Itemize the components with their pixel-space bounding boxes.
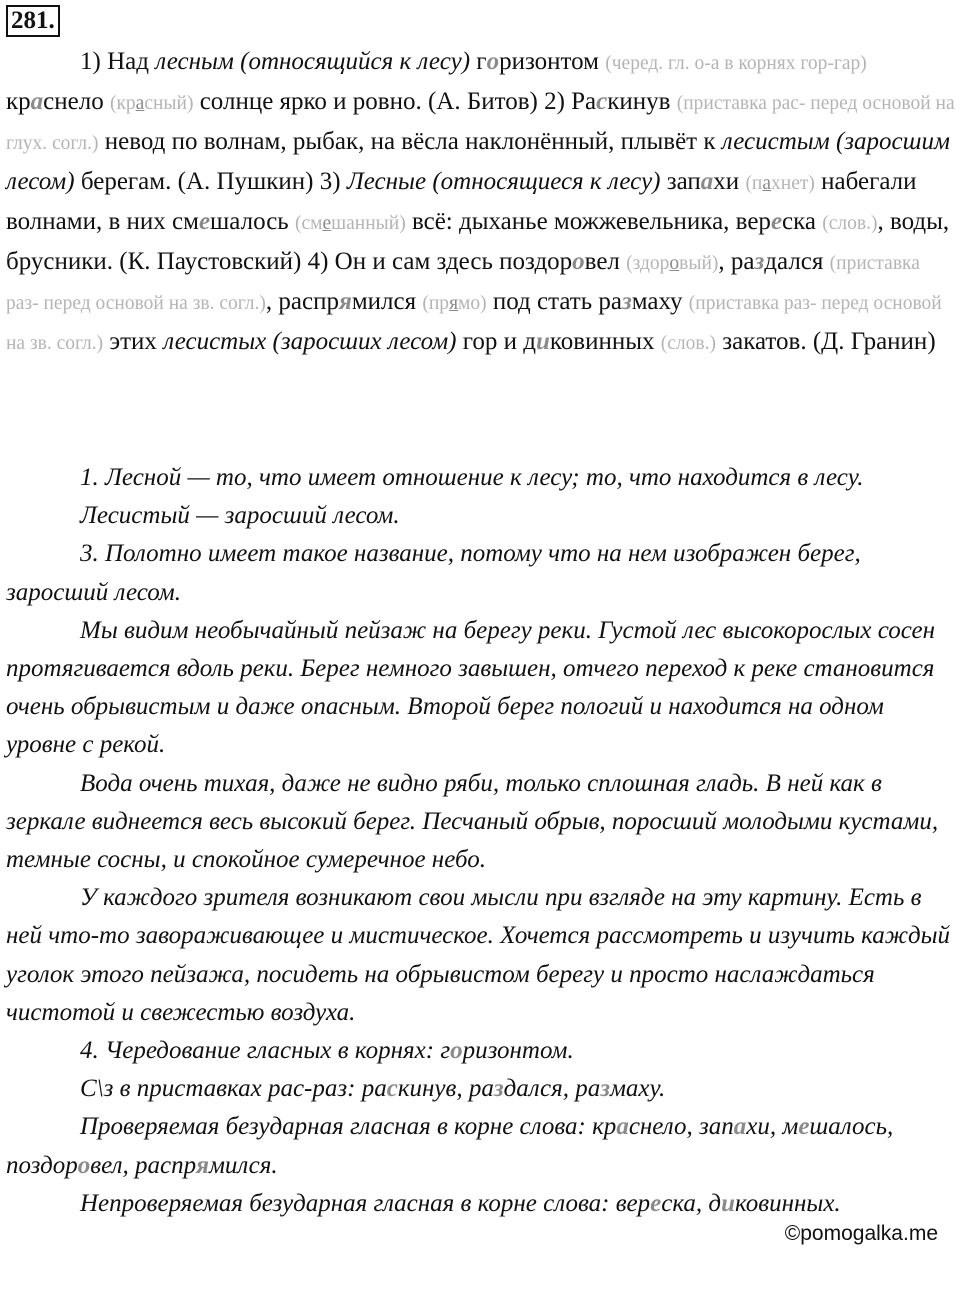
- answer-paragraph-10: Непроверяемая безударная гласная в корне слова: вереска, диковинных.: [80, 1189, 841, 1217]
- answer-paragraph-1: 1. Лесной — то, что имеет отношение к лесу; то, что находится в лесу.: [80, 464, 864, 491]
- watermark: ©pomogalka.me: [784, 1222, 938, 1245]
- answer-paragraph-8: С\з в приставках рас-раз: раскинув, раздался, размаху.: [80, 1075, 666, 1103]
- answer-paragraph-6: У каждого зрителя возникают свои мысли при взгляде на эту картину. Есть в ней что-то завораживающее и мистическое. Хочется рассмотреть и изучить каждый уголок этого пейзажа, посидеть на обрывистом берегу и просто наслаждаться чистотой и свежестью воздуха.: [6, 884, 951, 1026]
- exercise-paragraph: 1) Над лесным (относящийся к лесу) горизонтом (черед. гл. о-а в корнях гор-гар) краснело (красный) солнце ярко и ровно. (А. Битов) 2) Раскинув (приставка рас- перед основой на глух. согл.) невод по волнам, рыбак, на вёсла наклонённый, плывёт к лесистым (заросшим лесом) берегам. (А. Пушкин) 3) Лесные (относящиеся к лесу) запахи (пахнет) набегали волнами, в них смешалось (смешанный) всё: дыханье можжевельника, вереска (слов.), воды, брусники. (К. Паустовский) 4) Он и сам здесь поздоровел (здоровый), раздался (приставка раз- перед основой на зв. согл.), распрямился (прямо) под стать размаху (приставка раз- перед основой на зв. согл.) этих лесистых (заросших лесом) гор и диковинных (слов.) закатов. (Д. Гранин): [6, 48, 955, 355]
- answer-paragraph-3: 3. Полотно имеет такое название, потому что на нем изображен берег, заросший лесом.: [6, 540, 861, 606]
- answer-paragraph-7: 4. Чередование гласных в корнях: горизонтом.: [80, 1037, 574, 1065]
- answer-text: [6, 459, 956, 1223]
- answer-paragraph-4: Мы видим необычайный пейзаж на берегу реки. Густой лес высокорослых сосен протягивается вдоль реки. Берег немного завышен, отчего переход к реке становится очень обрывистым и даже опасным. Второй берег пологий и находится на одном уровне с рекой.: [6, 616, 936, 759]
- answer-paragraph-2: Лесистый — заросший лесом.: [80, 502, 400, 530]
- exercise-number: 281.: [6, 5, 60, 37]
- answer-paragraph-5: Вода очень тихая, даже не видно ряби, только сплошная гладь. В ней как в зеркале виднеется весь высокий берег. Песчаный обрыв, поросший молодыми кустами, темные сосны, и спокойное сумеречное небо.: [6, 769, 939, 874]
- answer-paragraph-9: Проверяемая безударная гласная в корне слова: краснело, запахи, мешалось, поздоровел, распрямился.: [6, 1113, 894, 1179]
- exercise-text: [6, 43, 956, 363]
